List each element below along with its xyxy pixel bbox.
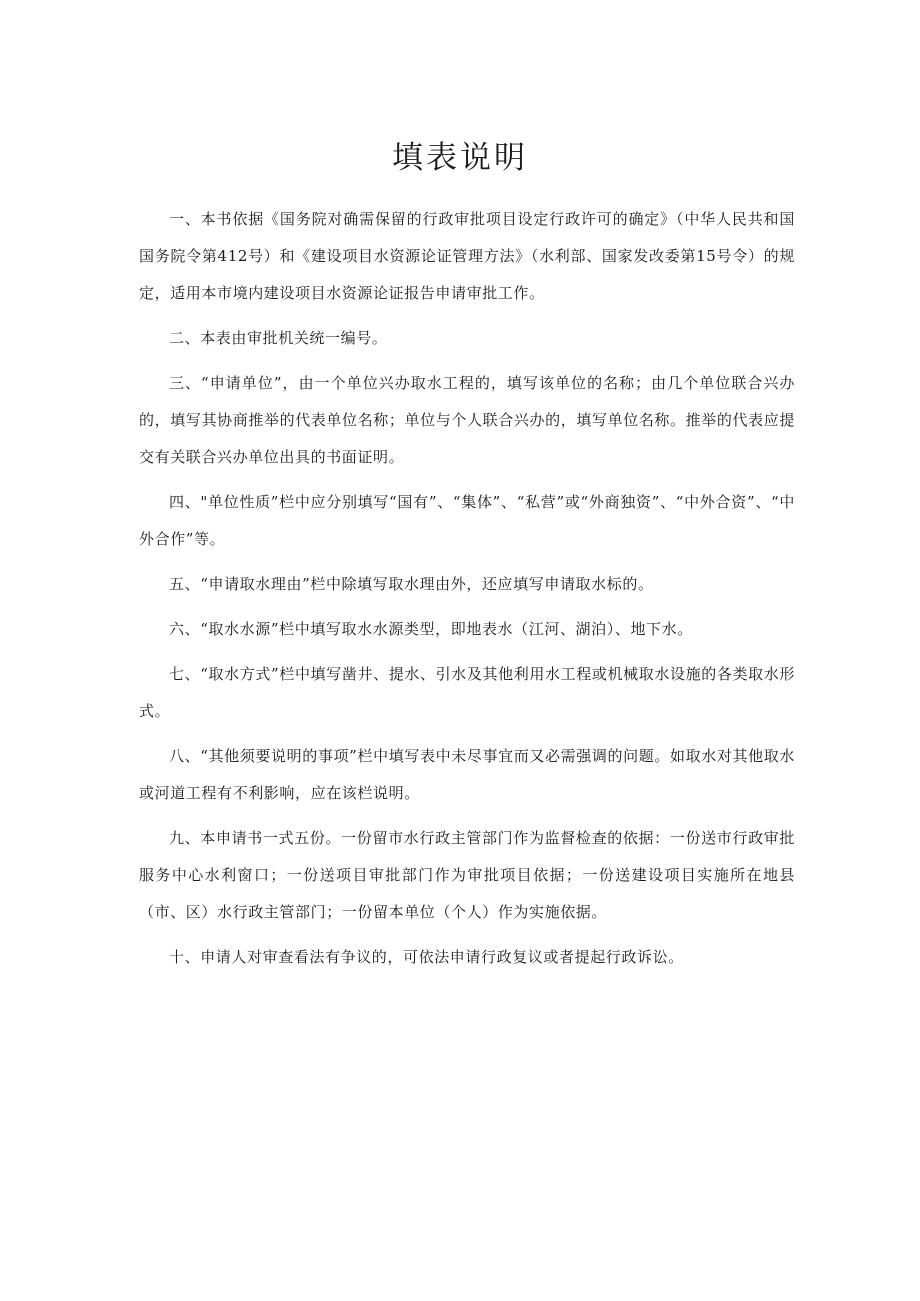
instruction-paragraph-6: 六、“取水水源”栏中填写取水水源类型，即地表水（江河、湖泊）、地下水。 <box>169 620 693 638</box>
instruction-paragraph-8: 八、“其他须要说明的事项”栏中填写表中未尽事宜而又必需强调的问题。如取水对其他取水或河道工程有不利影响，应在该栏说明。 <box>139 747 795 802</box>
instruction-paragraph-4: 四、"单位性质”栏中应分别填写“国有”、“集体”、“私营”或“外商独资”、“中外合资”、“中外合作”等。 <box>139 493 795 548</box>
page-title: 填表说明 <box>392 140 528 176</box>
instruction-paragraph-2: 二、本表由审批机关统一编号。 <box>169 329 388 347</box>
instruction-paragraph-7: 七、“取水方式”栏中填写凿井、提水、引水及其他利用水工程或机械取水设施的各类取水形式。 <box>139 665 795 720</box>
instruction-paragraph-1: 一、本书依据《国务院对确需保留的行政审批项目设定行政许可的确定》（中华人民共和国国务院令第412号）和《建设项目水资源论证管理方法》（水利部、国家发改委第15号令）的规定，适用本市境内建设项目水资源论证报告申请审批工作。 <box>139 210 795 302</box>
instructions-body <box>139 201 795 984</box>
instruction-paragraph-3: 三、“申请单位”，由一个单位兴办取水工程的，填写该单位的名称；由几个单位联合兴办的，填写其协商推举的代表单位名称；单位与个人联合兴办的，填写单位名称。推举的代表应提交有关联合兴办单位出具的书面证明。 <box>139 374 795 466</box>
instruction-paragraph-9: 九、本申请书一式五份。一份留市水行政主管部门作为监督检查的依据：一份送市行政审批服务中心水利窗口；一份送项目审批部门作为审批项目依据；一份送建设项目实施所在地县（市、区）水行政主管部门；一份留本单位（个人）作为实施依据。 <box>139 829 795 921</box>
instruction-paragraph-10: 十、申请人对审查看法有争议的，可依法申请行政复议或者提起行政诉讼。 <box>169 948 684 966</box>
instruction-paragraph-5: 五、“申请取水理由”栏中除填写取水理由外，还应填写申请取水标的。 <box>169 575 654 593</box>
